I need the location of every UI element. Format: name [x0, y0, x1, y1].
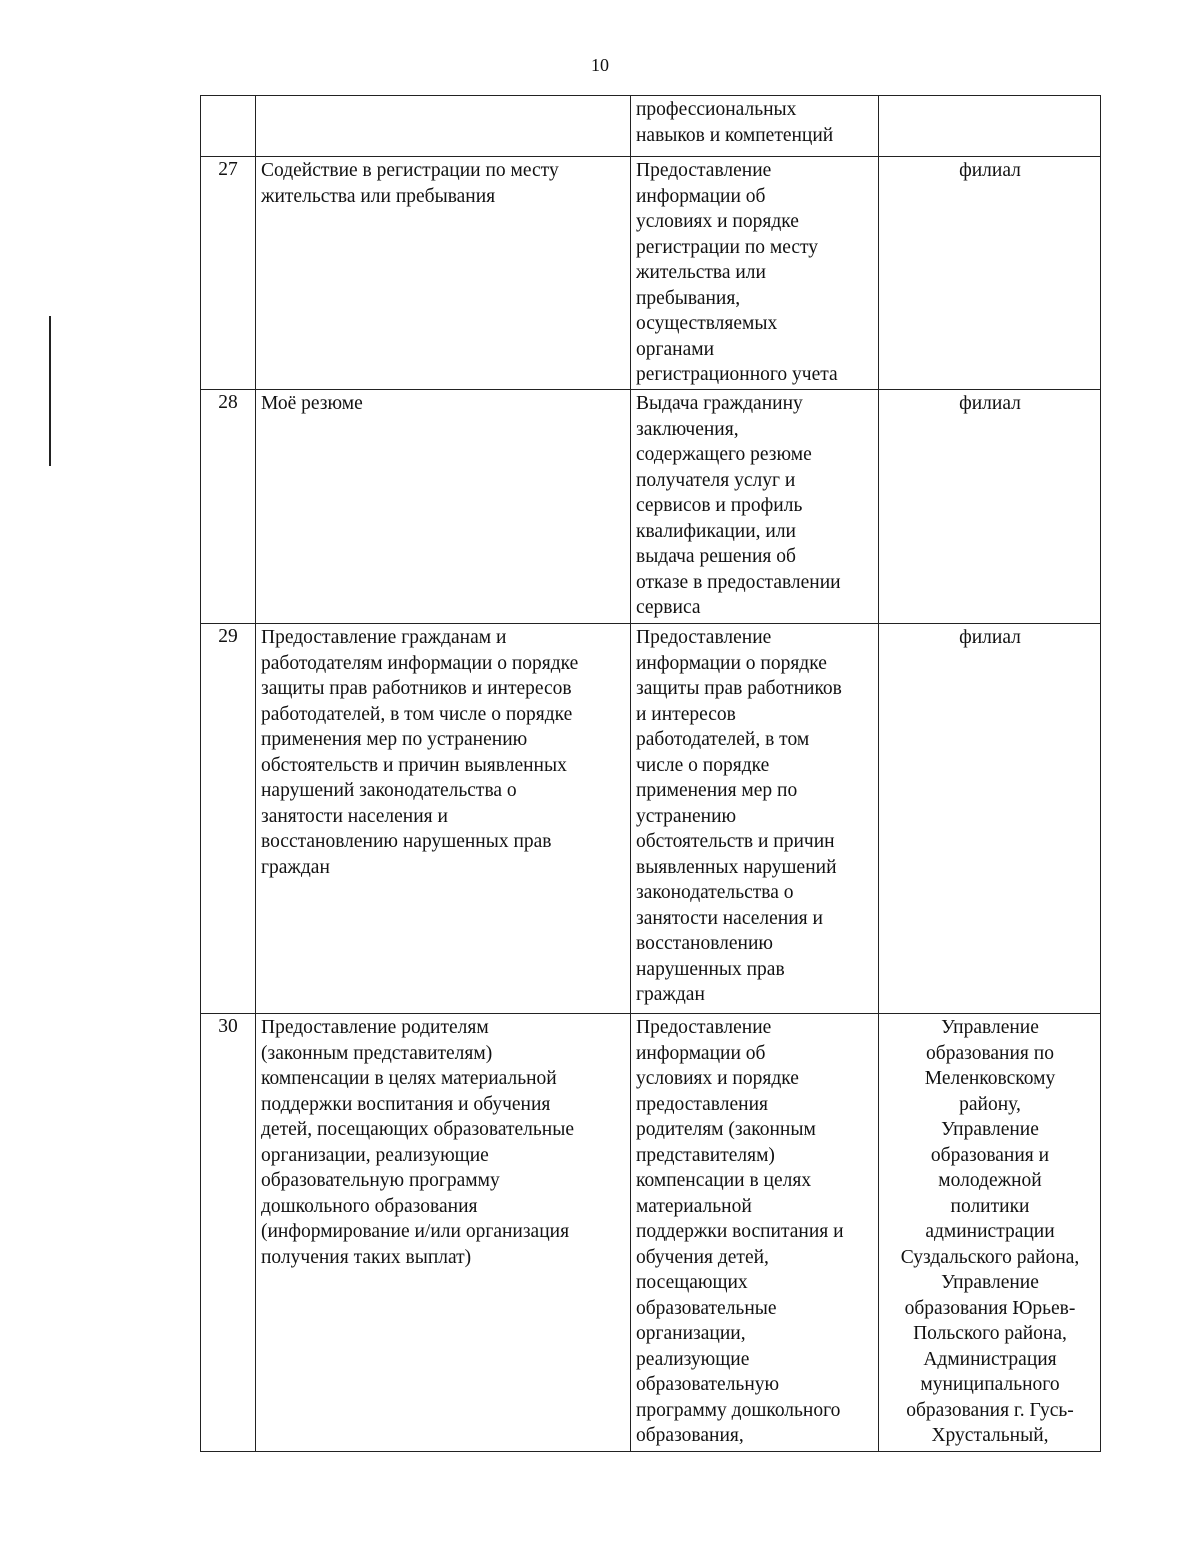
description-cell — [631, 1014, 879, 1452]
provider-text: филиал — [959, 393, 1021, 414]
provider-text: Управление образования по Меленковскому району, Управление образования и молодежной политики администрации Суздальского района, Управление образования Юрьев- Польского района, Администрация муниципального образования г. Гусь- Хрустальный, — [900, 1017, 1080, 1446]
page-number: 10 — [591, 55, 609, 75]
service-cell — [256, 96, 631, 157]
description-cell — [631, 390, 879, 624]
provider-cell — [879, 96, 1101, 157]
service-text: Моё резюме — [261, 393, 363, 414]
provider-text: филиал — [959, 627, 1021, 648]
row-number-cell: 29 — [201, 624, 256, 1014]
provider-cell — [879, 390, 1101, 624]
service-text: Предоставление гражданам и работодателям информации о порядке защиты прав работников и интересов работодателей, в том числе о порядке применения мер по устранению обстоятельств и причин выявленных нарушений законодательства о занятости населения и восстановлению нарушенных прав граждан — [261, 627, 579, 878]
table-row — [201, 157, 1101, 390]
table-row — [201, 390, 1101, 624]
row-number-cell: 28 — [201, 390, 256, 624]
description-cell — [631, 157, 879, 390]
service-text: Содействие в регистрации по месту жительства или пребывания — [261, 160, 559, 207]
provider-cell — [879, 157, 1101, 390]
service-text: Предоставление родителям (законным представителям) компенсации в целях материальной поддержки воспитания и обучения детей, посещающих образовательные организации, реализующие образовательную программу дошкольного образования (информирование и/или организация получения таких выплат) — [261, 1017, 574, 1268]
provider-cell — [879, 624, 1101, 1014]
description-cell — [631, 624, 879, 1014]
description-text: Выдача гражданину заключения, содержащего резюме получателя услуг и сервисов и профиль квалификации, или выдача решения об отказе в предоставлении сервиса — [636, 393, 841, 618]
row-number-cell — [201, 96, 256, 157]
margin-mark — [49, 316, 51, 466]
service-cell — [256, 624, 631, 1014]
service-cell — [256, 390, 631, 624]
description-cell — [631, 96, 879, 157]
table-row — [201, 624, 1101, 1014]
row-number-cell: 30 — [201, 1014, 256, 1452]
table-row — [201, 96, 1101, 157]
table-row — [201, 1014, 1101, 1452]
description-text: Предоставление информации об условиях и порядке предоставления родителям (законным представителям) компенсации в целях материальной поддержки воспитания и обучения детей, посещающих образовательные организации, реализующие образовательную программу дошкольного образования, — [636, 1017, 844, 1446]
description-text: Предоставление информации о порядке защиты прав работников и интересов работодателей, в том числе о порядке применения мер по устранению обстоятельств и причин выявленных нарушений законодательства о занятости населения и восстановлению нарушенных прав граждан — [636, 627, 842, 1005]
row-number-cell: 27 — [201, 157, 256, 390]
provider-cell — [879, 1014, 1101, 1452]
services-table — [200, 95, 1101, 1452]
service-cell — [256, 157, 631, 390]
service-cell — [256, 1014, 631, 1452]
provider-text: филиал — [959, 160, 1021, 181]
description-text: Предоставление информации об условиях и порядке регистрации по месту жительства или пребывания, осуществляемых органами регистрационного учета — [636, 160, 838, 385]
description-text: профессиональных навыков и компетенций — [636, 99, 834, 146]
